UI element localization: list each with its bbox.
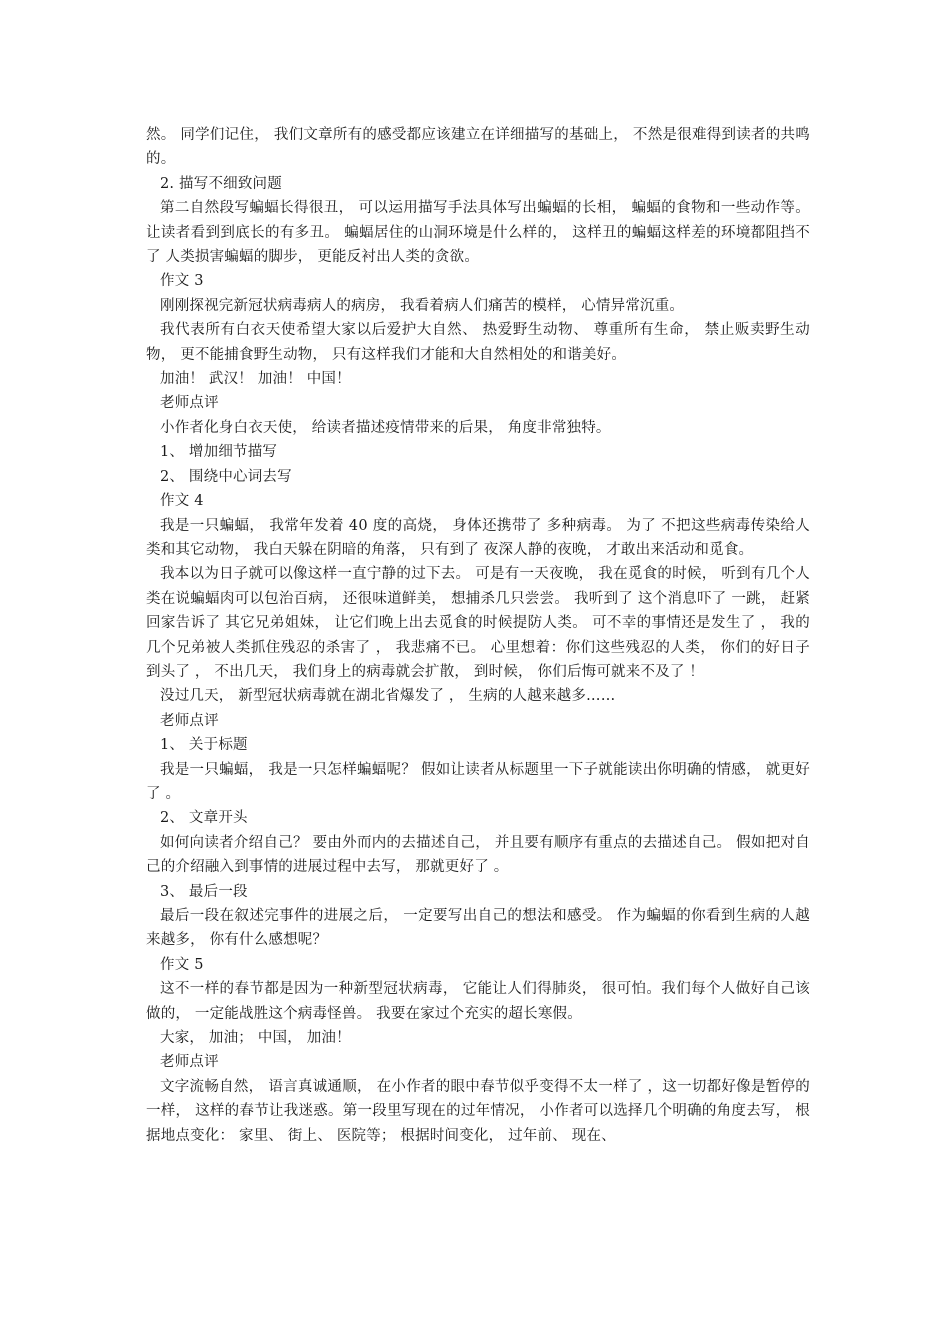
section-heading: 2. 描写不细致问题 bbox=[160, 175, 282, 192]
body-paragraph: 第二自然段写蝙蝠长得很丑， 可以运用描写手法具体写出蝙蝠的长相， 蝙蝠的食物和一些动作等。 让读者看到到底长的有多丑。 蝙蝠居住的山洞环境是什么样的， 这样丑的蝙蝠这样差的环境都阻挡不了 人类损害蝙蝠的脚步， 更能反衬出人类的贪欲。 bbox=[146, 200, 810, 266]
section-heading: 1、 关于标题 bbox=[160, 737, 248, 754]
section-heading: 作文 5 bbox=[160, 956, 204, 973]
body-paragraph: 如何向读者介绍自己？ 要由外而内的去描述自己， 并且要有顺序有重点的去描述自己。 假如把对自己的介绍融入到事情的进展过程中去写， 那就更好了 。 bbox=[146, 834, 810, 876]
section-heading: 老师点评 bbox=[160, 1054, 219, 1071]
section-heading: 加油！ 武汉！ 加油！ 中国！ bbox=[160, 371, 351, 388]
section-heading: 3、 最后一段 bbox=[160, 883, 248, 900]
body-paragraph: 小作者化身白衣天使， 给读者描述疫情带来的后果， 角度非常独特。 bbox=[160, 419, 611, 436]
section-heading: 作文 3 bbox=[160, 273, 204, 290]
section-heading: 2、 围绕中心词去写 bbox=[160, 468, 292, 485]
section-heading: 1、 增加细节描写 bbox=[160, 444, 278, 461]
body-paragraph: 我本以为日子就可以像这样一直宁静的过下去。 可是有一天夜晚， 我在觅食的时候， 听到有几个人类在说蝙蝠肉可以包治百病， 还很味道鲜美， 想捕杀几只尝尝。 我听到了 这个消息吓了 一跳， 赶紧回家告诉了 其它兄弟姐妹， 让它们晚上出去觅食的时候提防人类。 可不幸的事情还是发生了 ， 我的几个兄弟被人类抓住残忍的杀害了 ， 我悲痛不已。 心里想着：你们这些残忍的人类， 你们的好日子到头了 ， 不出几天， 我们身上的病毒就会扩散， 到时候， 你们后悔可就来不及了 ！ bbox=[146, 566, 810, 680]
body-paragraph: 没过几天， 新型冠状病毒就在湖北省爆发了 ， 生病的人越来越多…… bbox=[160, 688, 616, 705]
body-paragraph: 最后一段在叙述完事件的进展之后， 一定要写出自己的想法和感受。 作为蝙蝠的你看到生病的人越来越多， 你有什么感想呢？ bbox=[146, 908, 810, 949]
document-body bbox=[146, 123, 810, 1148]
section-heading: 老师点评 bbox=[160, 712, 219, 729]
body-paragraph: 刚刚探视完新冠状病毒病人的病房， 我看着病人们痛苦的模样， 心情异常沉重。 bbox=[160, 297, 685, 314]
section-heading: 老师点评 bbox=[160, 395, 219, 412]
body-paragraph: 文字流畅自然， 语言真诚通顺， 在小作者的眼中春节似乎变得不太一样了 ，这一切都好像是暂停的一样， 这样的春节让我迷惑。第一段里写现在的过年情况， 小作者可以选择几个明确的角度去写， 根据地点变化： 家里、 街上、 医院等； 根据时间变化， 过年前、 现在、 bbox=[146, 1078, 810, 1144]
body-paragraph: 这不一样的春节都是因为一种新型冠状病毒， 它能让人们得肺炎， 很可怕。我们每个人做好自己该做的， 一定能战胜这个病毒怪兽。 我要在家过个充实的超长寒假。 bbox=[146, 981, 810, 1022]
section-heading: 2、 文章开头 bbox=[160, 810, 248, 827]
section-heading: 大家， 加油； 中国， 加油！ bbox=[160, 1030, 351, 1047]
body-paragraph: 我是一只蝙蝠， 我是一只怎样蝙蝠呢？ 假如让读者从标题里一下子就能读出你明确的情感， 就更好了 。 bbox=[146, 761, 810, 802]
body-paragraph: 我是一只蝙蝠， 我常年发着 40 度的高烧， 身体还携带了 多种病毒。 为了 不把这些病毒传染给人类和其它动物， 我白天躲在阴暗的角落， 只有到了 夜深人静的夜晚， 才敢出来活动和觅食。 bbox=[146, 517, 810, 558]
body-paragraph: 我代表所有白衣天使希望大家以后爱护大自然、 热爱野生动物、 尊重所有生命， 禁止贩卖野生动物， 更不能捕食野生动物， 只有这样我们才能和大自然相处的和谐美好。 bbox=[146, 322, 810, 363]
section-heading: 作文 4 bbox=[160, 493, 204, 510]
body-paragraph: 然。 同学们记住， 我们文章所有的感受都应该建立在详细描写的基础上， 不然是很难得到读者的共鸣的。 bbox=[146, 127, 810, 168]
